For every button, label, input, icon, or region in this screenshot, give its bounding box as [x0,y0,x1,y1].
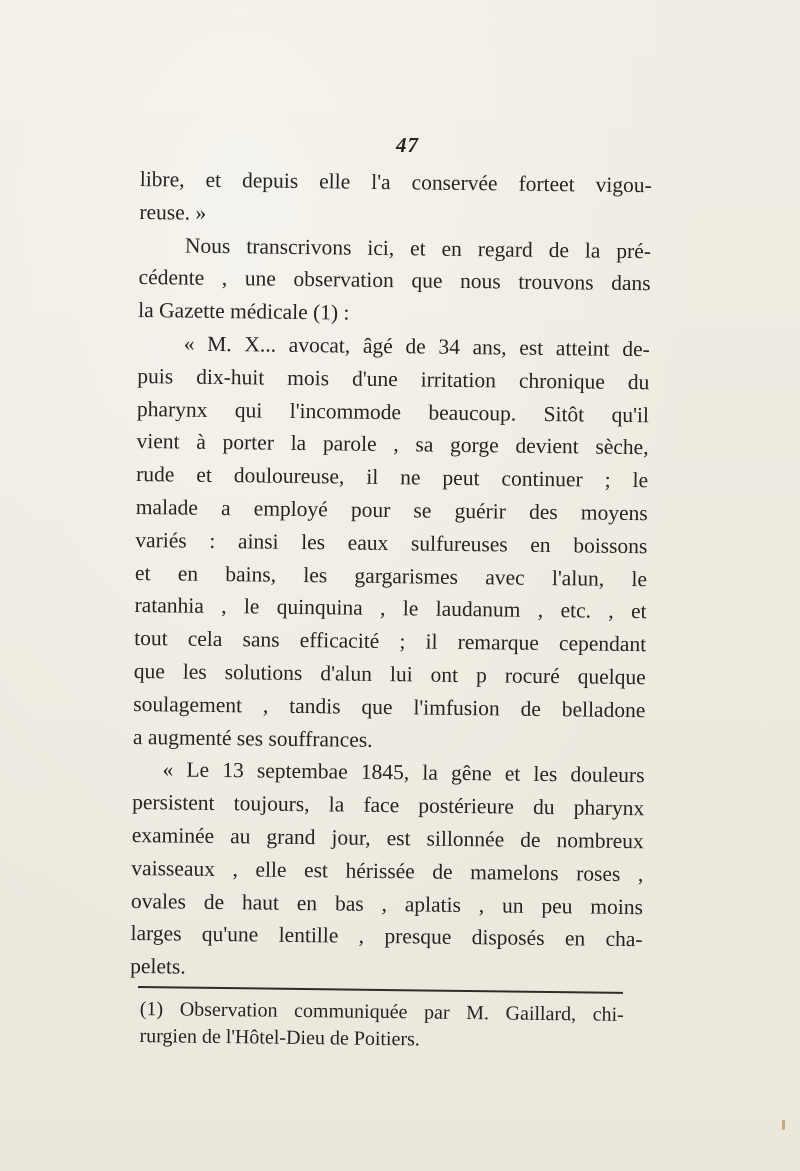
text-line: reuse. » [139,199,207,225]
text-line: ovales de haut en bas , aplatis , un peu moins [130,888,644,919]
footnote [139,996,624,1056]
text-line: larges qu'une lentille , presque disposés en cha- [130,921,643,952]
text-line: « Le 13 septembae 1845, la gêne et les douleurs [162,757,645,788]
text-line: examinée au grand jour, est sillonnée de nombreux [131,822,644,854]
text-line: pharynx qui l'incommode beaucoup. Sitôt qu'il [136,396,650,427]
text-line: ratanhia , le quinquina , le laudanum , etc. , et [134,593,647,624]
text-line: rude et douloureuse, il ne peut continuer ; le [136,462,649,493]
text-line: vient à porter la parole , sa gorge devient sèche, [136,429,649,460]
footnote-line: (1) Observation communiquée par M. Gaillard, chi- [139,997,624,1026]
text-line: persistent toujours, la face postérieure du pharynx [132,790,645,821]
text-line: vaisseaux , elle est hérissée de mamelons roses , [131,855,644,886]
text-line: que les solutions d'alun lui ont p rocuré quelque [133,658,646,690]
text-line: Nous transcrivons ici, et en regard de la pré- [184,233,652,263]
text-line: « M. X... avocat, âgé de 34 ans, est atteint de- [183,331,650,362]
text-line: a augmenté ses souffrances. [132,724,373,752]
text-line: libre, et depuis elle l'a conservée forteet vigou- [139,166,652,198]
text-line: malade a employé pour se guérir des moyens [135,494,648,526]
page-number: 47 [396,133,419,157]
text-line: tout cela sans efficacité ; il remarque cependant [134,626,647,657]
footnote-line: rurgien de l'Hôtel-Dieu de Poitiers. [139,1024,421,1051]
body-text [130,163,652,989]
paper-stain [782,1120,785,1130]
text-line: pelets. [130,954,186,979]
text-line: et en bains, les gargarismes avec l'alun, le [134,560,648,591]
text-line: puis dix-huit mois d'une irritation chronique du [137,363,650,395]
text-line: variés : ainsi les eaux sulfureuses en boissons [135,527,648,558]
text-line: cédente , une observation que nous trouvons dans [138,265,651,296]
text-line: la Gazette médicale (1) : [138,298,350,325]
text-line: soulagement , tandis que l'imfusion de belladone [133,691,646,722]
